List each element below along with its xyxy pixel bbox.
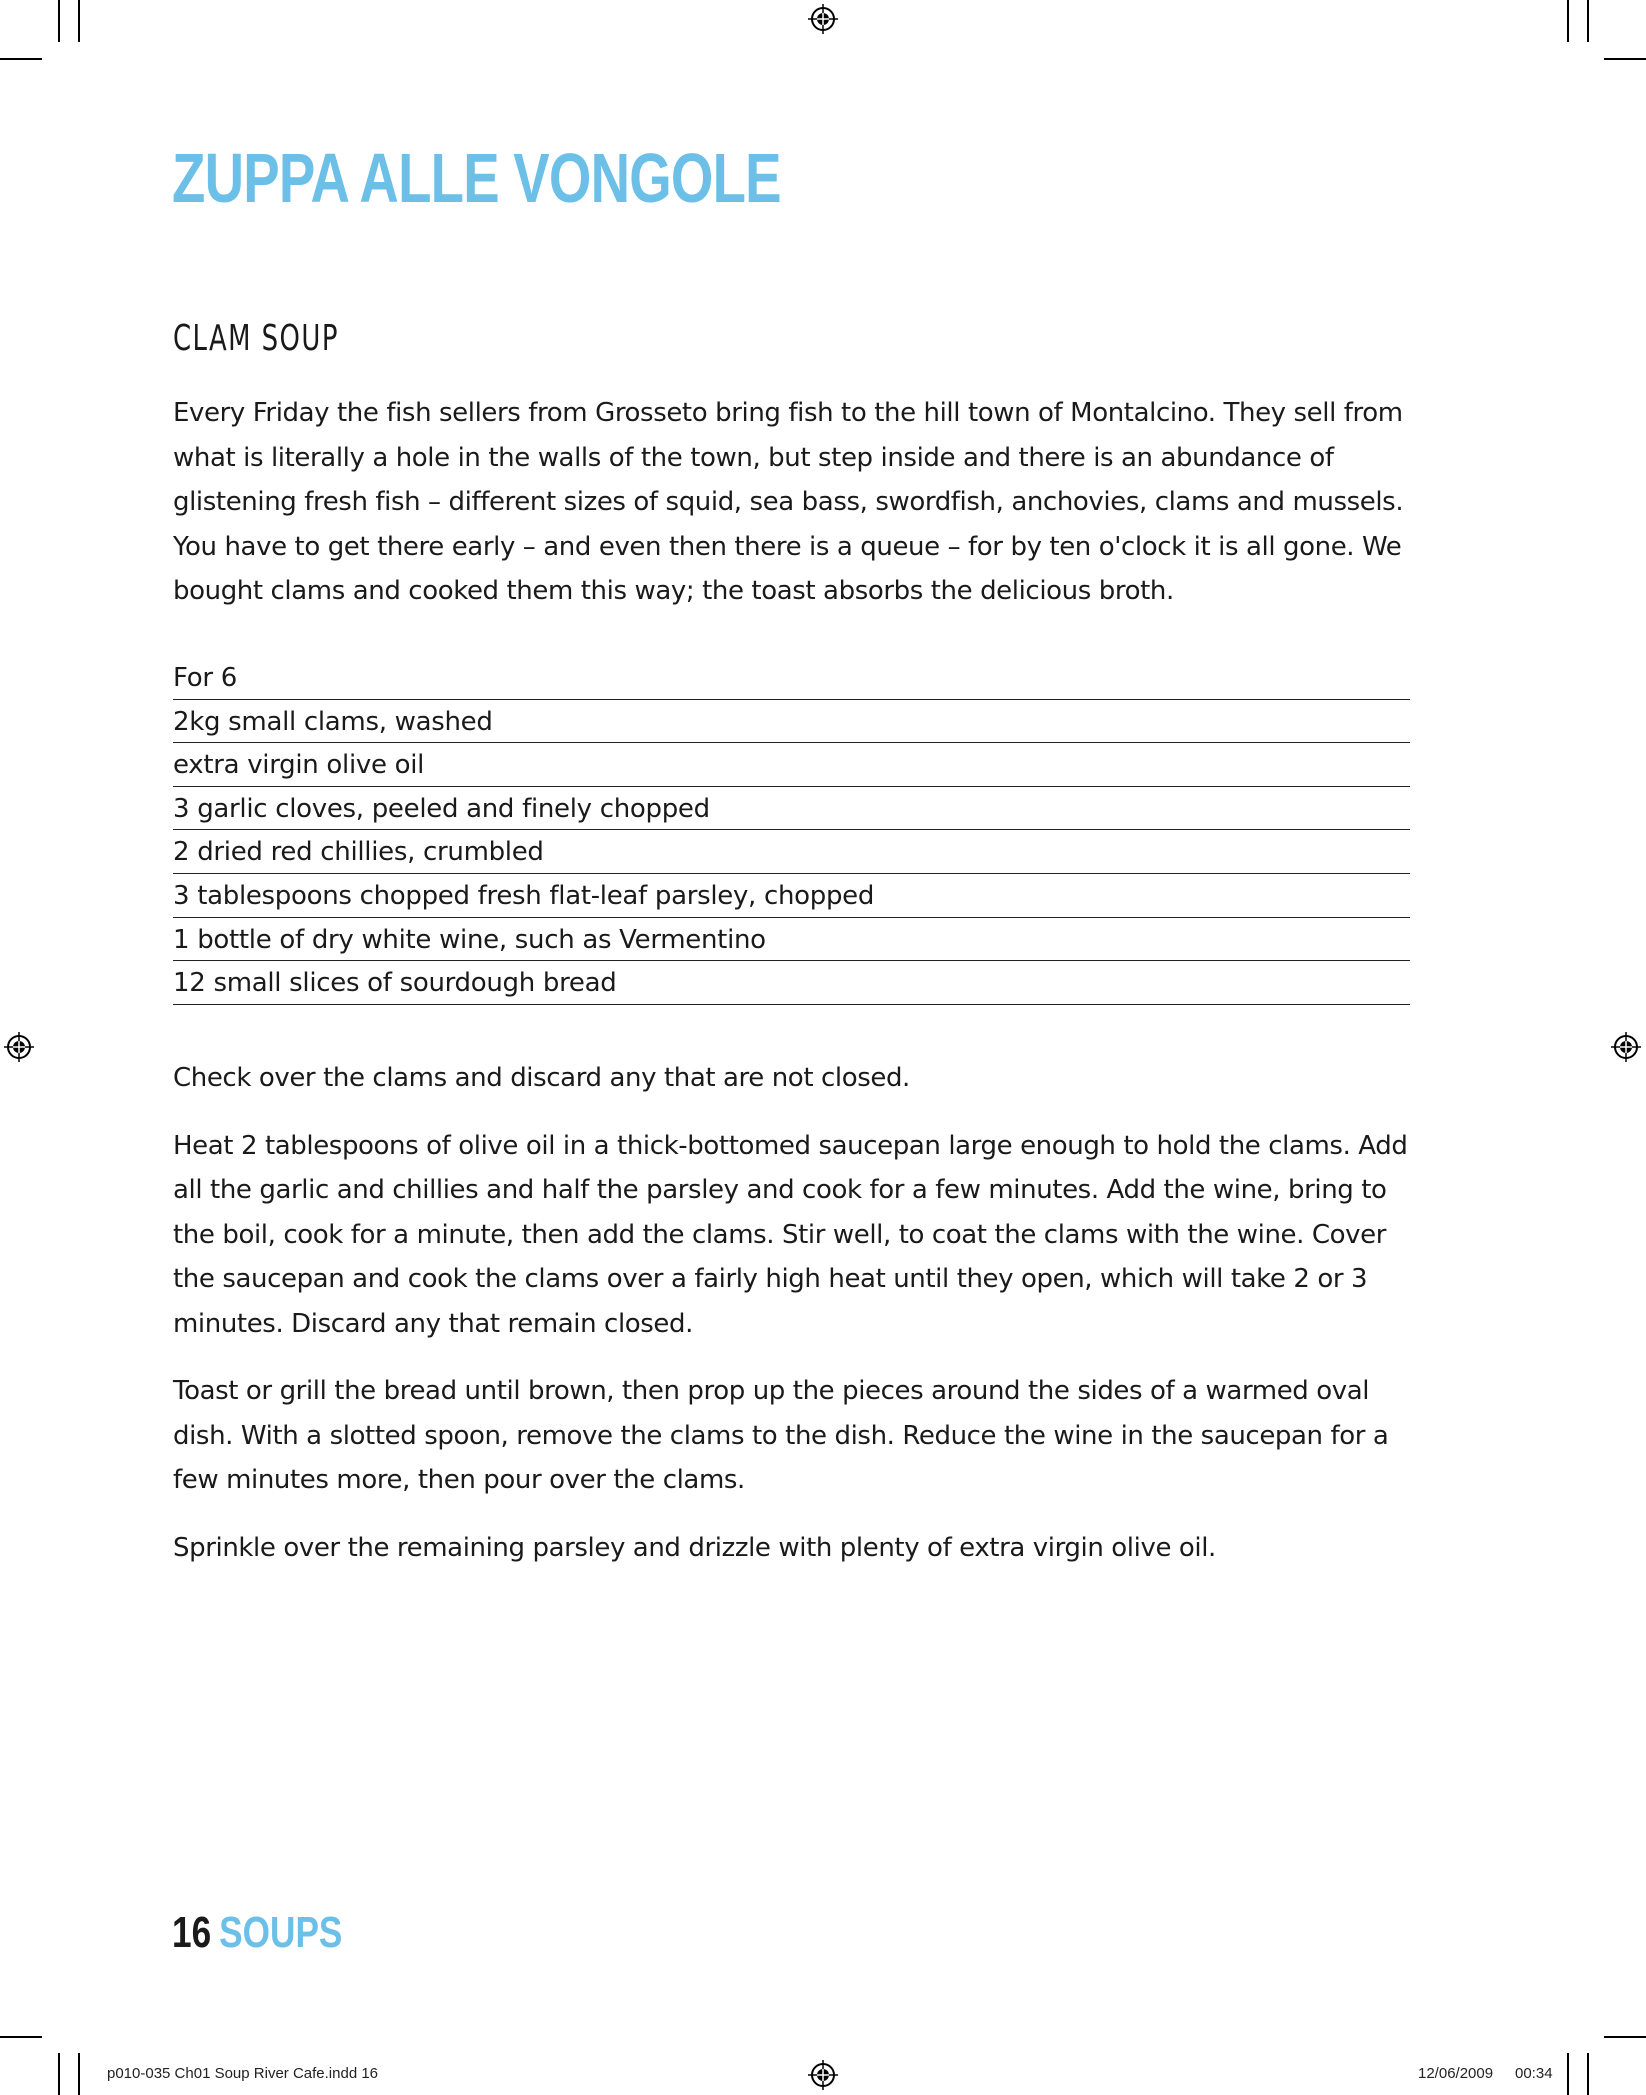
crop-mark-top-right-h bbox=[1604, 58, 1646, 60]
method-step: Heat 2 tablespoons of olive oil in a thick-bottomed saucepan large enough to hold the clams. Add all the garlic and chillies and half the parsley and cook for a few minutes. Add the wine, bring to the boil, cook for a minute, then add the clams. Stir well, to coat the clams with the wine. Cover the saucepan and cook the clams over a fairly high heat until they open, which will take 2 or 3 minutes. Discard any that remain closed. bbox=[173, 1130, 1408, 1339]
slug-time: 00:34 bbox=[1515, 2065, 1553, 2082]
crop-mark-bottom-left-h bbox=[0, 2036, 42, 2038]
ingredient-item: 2kg small clams, washed bbox=[173, 700, 1410, 744]
method-section bbox=[173, 1056, 1418, 1593]
ingredient-item: 3 tablespoons chopped fresh flat-leaf parsley, chopped bbox=[173, 874, 1410, 918]
slug-date: 12/06/2009 bbox=[1418, 2065, 1494, 2082]
crop-mark-bottom-right-h bbox=[1604, 2036, 1646, 2038]
crop-mark-top-left-h bbox=[0, 58, 42, 60]
registration-mark-icon bbox=[4, 1032, 34, 1062]
crop-mark-top-right-v1 bbox=[1567, 0, 1569, 42]
crop-mark-top-left-v1 bbox=[58, 0, 60, 42]
ingredient-item: 1 bottle of dry white wine, such as Vermentino bbox=[173, 918, 1410, 962]
registration-mark-icon bbox=[808, 4, 838, 34]
registration-mark-icon bbox=[808, 2060, 838, 2090]
recipe-title: ZUPPA ALLE VONGOLE bbox=[172, 139, 781, 217]
crop-mark-bottom-right-v1 bbox=[1567, 2053, 1569, 2095]
crop-mark-top-right-v2 bbox=[1587, 0, 1589, 42]
method-step: Sprinkle over the remaining parsley and drizzle with plenty of extra virgin olive oil. bbox=[173, 1532, 1216, 1563]
crop-mark-top-left-v2 bbox=[78, 0, 80, 42]
recipe-subtitle: CLAM SOUP bbox=[173, 318, 339, 359]
slug-file: p010-035 Ch01 Soup River Cafe.indd 16 bbox=[107, 2065, 379, 2082]
ingredient-item: 2 dried red chillies, crumbled bbox=[173, 830, 1410, 874]
registration-mark-icon bbox=[1611, 1032, 1641, 1062]
ingredient-item: 12 small slices of sourdough bread bbox=[173, 961, 1410, 1005]
ingredient-item: extra virgin olive oil bbox=[173, 743, 1410, 787]
method-step: Check over the clams and discard any that are not closed. bbox=[173, 1063, 910, 1093]
method-step: Toast or grill the bread until brown, then prop up the pieces around the sides of a warmed oval dish. With a slotted spoon, remove the clams to the dish. Reduce the wine in the saucepan for a few minutes more, then pour over the clams. bbox=[173, 1376, 1389, 1495]
ingredient-item: 3 garlic cloves, peeled and finely chopped bbox=[173, 787, 1410, 831]
page-folio bbox=[172, 1908, 342, 1958]
crop-mark-bottom-right-v2 bbox=[1587, 2053, 1589, 2095]
section-name: SOUPS bbox=[219, 1908, 343, 1957]
crop-mark-bottom-left-v1 bbox=[58, 2053, 60, 2095]
ingredients-list bbox=[173, 656, 1410, 1005]
serves-line: For 6 bbox=[173, 656, 1410, 700]
crop-mark-bottom-left-v2 bbox=[78, 2053, 80, 2095]
recipe-intro: Every Friday the fish sellers from Grosseto bring fish to the hill town of Montalcino. They sell from what is literally a hole in the walls of the town, but step inside and there is an abundance of glistening fresh fish – different sizes of squid, sea bass, swordfish, anchovies, clams and mussels. You have to get there early – and even then there is a queue – for by ten o'clock it is all gone. We bought clams and cooked them this way; the toast absorbs the delicious broth. bbox=[173, 398, 1404, 606]
page-number: 16 bbox=[172, 1908, 212, 1957]
